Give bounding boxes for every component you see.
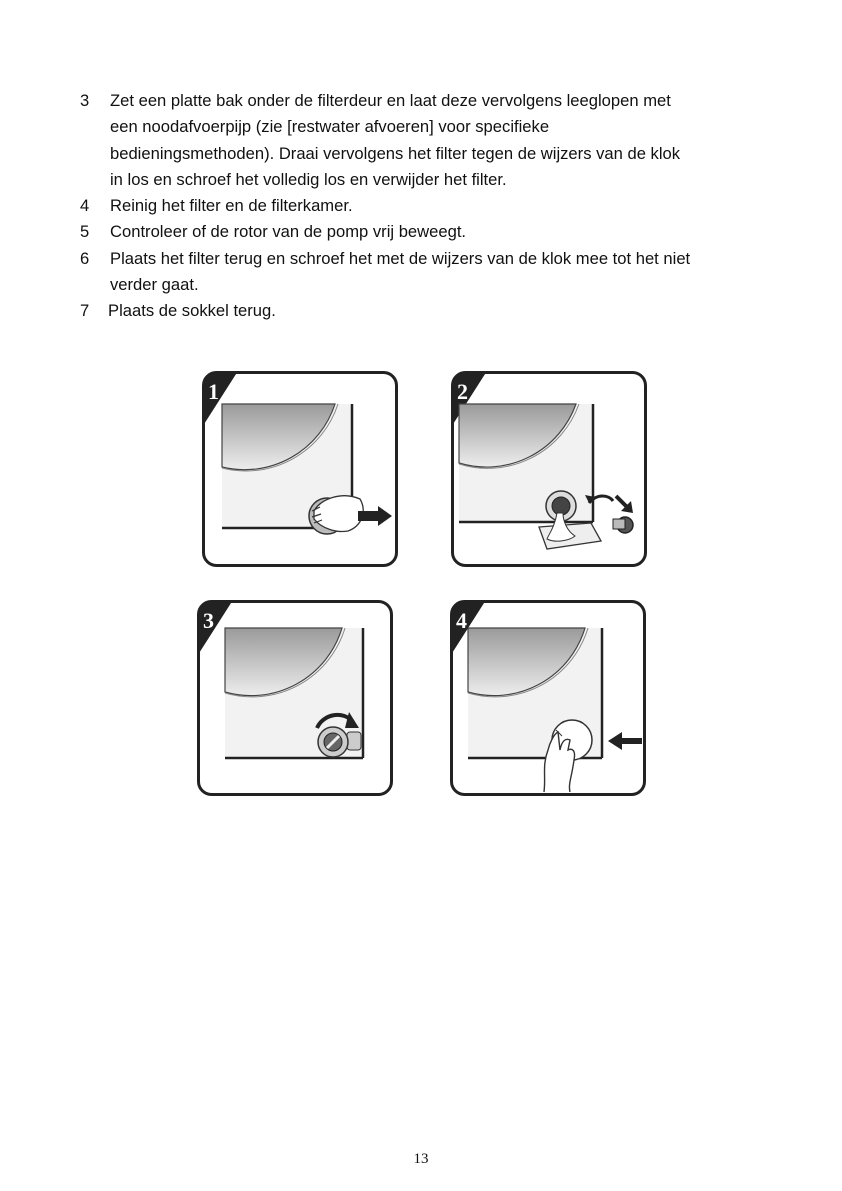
step-number: 5 [80,222,90,242]
figure-number: 2 [457,379,468,404]
step-text-line: bedieningsmethoden). Draai vervolgens het filter tegen de wijzers van de klok [110,143,681,163]
step-text-line: een noodafvoerpijp (zie [restwater afvoeren] voor specifieke [110,117,550,137]
step-text-line: Controleer of de rotor van de pomp vrij beweegt. [110,222,467,242]
step-text-line: in los en schroef het volledig los en verwijder het filter. [110,169,507,189]
step-text-line: Zet een platte bak onder de filterdeur en laat deze vervolgens leeglopen met [110,91,671,110]
step-text-line: verder gaat. [110,275,199,295]
step-text-line: Reinig het filter en de filterkamer. [110,196,353,216]
step-text-line: Plaats het filter terug en schroef het met de wijzers van de klok mee tot het niet [110,248,691,268]
step-4 [80,193,770,219]
step-number: 4 [80,196,90,216]
figure-panel-3 [197,600,393,796]
figure-number: 3 [203,608,214,633]
step-7 [80,298,770,324]
step-text-line: Plaats de sokkel terug. [108,301,276,321]
step-number: 6 [80,248,90,268]
figure-panel-1 [202,371,398,567]
step-number: 3 [80,91,90,110]
figure-panel-4 [450,600,646,796]
step-6 [80,246,770,299]
step-3 [80,88,770,193]
figure-number: 1 [208,379,219,404]
step-5 [80,219,770,245]
figure-panel-2 [451,371,647,567]
step-number: 7 [80,301,90,321]
figure-number: 4 [456,608,467,633]
page-number: 13 [413,1151,429,1167]
instruction-steps [80,88,770,325]
screw-filter-clockwise-illustration [225,628,363,758]
